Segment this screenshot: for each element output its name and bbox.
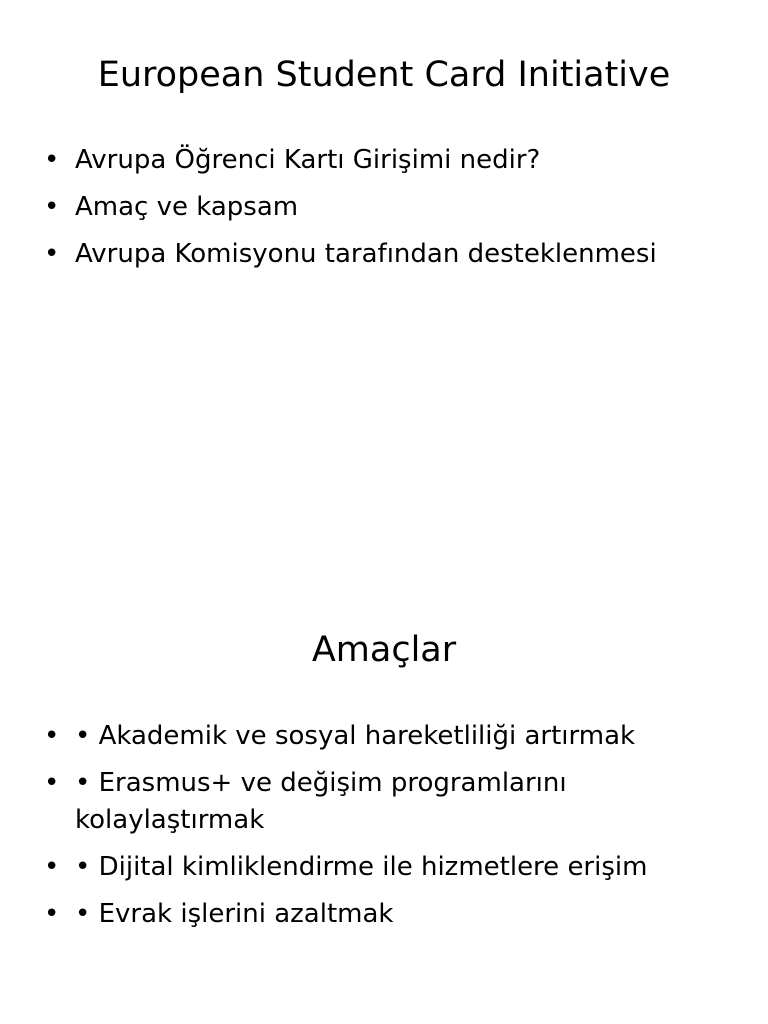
bullet-text: • • Dijital kimliklendirme ile hizmetlere erişim: [75, 852, 648, 882]
bullet-list: [0, 718, 768, 943]
bullet-item: [0, 896, 768, 933]
bullet-item: [0, 189, 768, 226]
bullet-text: • • Evrak işlerini azaltmak: [75, 899, 394, 929]
bullet-item: [0, 718, 768, 755]
bullet-text: • Avrupa Öğrenci Kartı Girişimi nedir?: [75, 145, 541, 175]
bullet-list: [0, 142, 768, 283]
slide-2: [0, 512, 768, 1024]
bullet-item: [0, 849, 768, 886]
slide-title: European Student Card Initiative: [97, 55, 671, 95]
bullet-text: • • Akademik ve sosyal hareketliliği artırmak: [75, 721, 636, 751]
bullet-item: [0, 236, 768, 273]
slide-title: Amaçlar: [311, 630, 457, 670]
bullet-text: • Amaç ve kapsam: [75, 192, 299, 222]
bullet-item: [0, 765, 768, 839]
bullet-text: • • Erasmus+ ve değişim programlarını kolaylaştırmak: [75, 768, 567, 835]
bullet-item: [0, 142, 768, 179]
bullet-text: • Avrupa Komisyonu tarafından desteklenmesi: [75, 239, 657, 269]
